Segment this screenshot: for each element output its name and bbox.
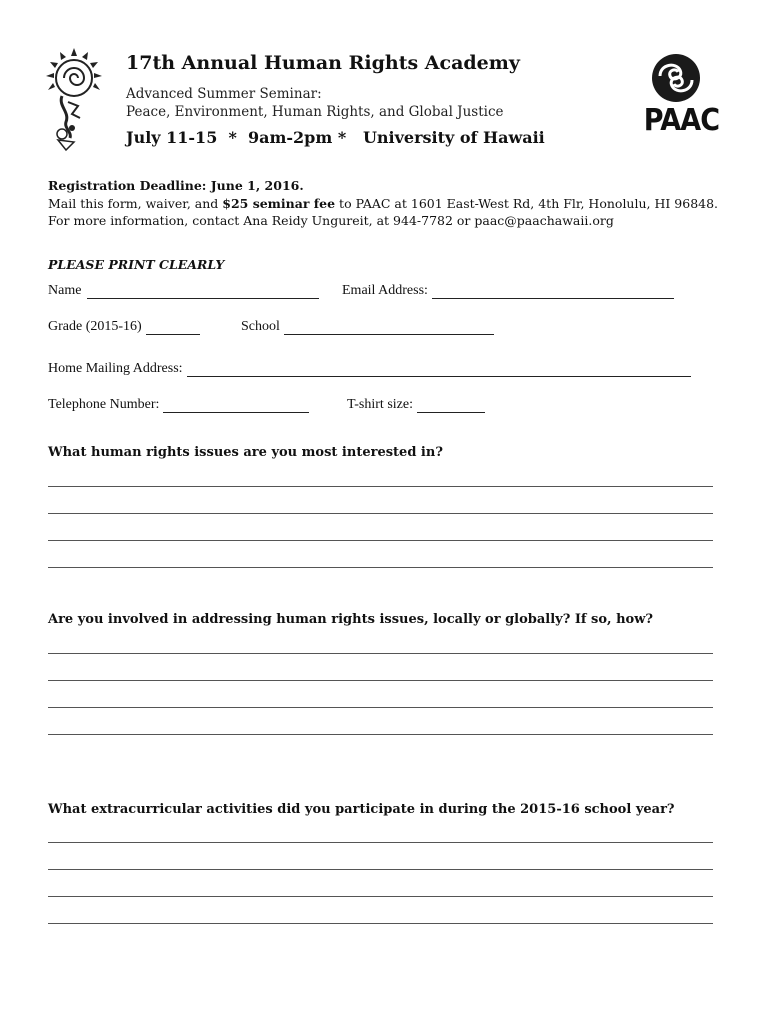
subtitle-line-1: Advanced Summer Seminar:	[126, 86, 322, 102]
school-blank[interactable]	[284, 320, 494, 335]
print-clearly-note: PLEASE PRINT CLEARLY	[48, 257, 225, 272]
name-blank[interactable]	[87, 284, 319, 299]
page-title: 17th Annual Human Rights Academy	[126, 52, 520, 74]
event-dateline: July 11-15 * 9am-2pm * University of Hawaii	[126, 128, 545, 147]
school-label: School	[241, 319, 280, 334]
name-label: Name	[48, 283, 82, 298]
answer-line[interactable]	[48, 567, 713, 568]
phone-field[interactable]	[48, 397, 309, 413]
answer-line[interactable]	[48, 869, 713, 870]
grade-field[interactable]	[48, 319, 200, 335]
seminar-subtitle	[126, 85, 504, 121]
answer-line[interactable]	[48, 707, 713, 708]
mailing-instructions: Mail this form, waiver, and $25 seminar fee to PAAC at 1601 East-West Rd, 4th Flr, Honolulu, HI 96848. For more information, contact Ana Reidy Ungureit, at 944-7782 or paac@paachawaii.org	[48, 196, 719, 228]
answer-line[interactable]	[48, 896, 713, 897]
subtitle-line-2: Peace, Environment, Human Rights, and Global Justice	[126, 104, 504, 120]
paac-logo-swirl	[640, 52, 716, 104]
academy-logo	[44, 46, 104, 152]
question-2: Are you involved in addressing human rights issues, locally or globally? If so, how?	[48, 612, 654, 627]
tshirt-blank[interactable]	[417, 398, 485, 413]
paac-logo-text: PAAC	[643, 103, 720, 138]
paac-logo	[640, 52, 720, 142]
address-blank[interactable]	[187, 362, 691, 377]
phone-blank[interactable]	[163, 398, 309, 413]
answer-line[interactable]	[48, 734, 713, 735]
answer-line[interactable]	[48, 540, 713, 541]
answer-line[interactable]	[48, 513, 713, 514]
name-field[interactable]	[48, 283, 319, 299]
phone-label: Telephone Number:	[48, 397, 160, 412]
question-3: What extracurricular activities did you participate in during the 2015-16 school year?	[48, 802, 675, 817]
email-blank[interactable]	[432, 284, 674, 299]
answer-line[interactable]	[48, 653, 713, 654]
tshirt-label: T-shirt size:	[347, 397, 413, 412]
answer-line[interactable]	[48, 923, 713, 924]
email-label: Email Address:	[342, 283, 428, 298]
address-label: Home Mailing Address:	[48, 361, 183, 376]
seminar-fee: $25 seminar fee	[222, 196, 336, 211]
answer-line[interactable]	[48, 842, 713, 843]
registration-deadline: Registration Deadline: June 1, 2016.	[48, 178, 304, 193]
grade-blank[interactable]	[146, 320, 200, 335]
tshirt-field[interactable]	[347, 397, 485, 413]
email-field[interactable]	[342, 283, 674, 299]
address-field[interactable]	[48, 361, 691, 377]
grade-label: Grade (2015-16)	[48, 319, 142, 334]
school-field[interactable]	[241, 319, 494, 335]
question-1: What human rights issues are you most interested in?	[48, 445, 443, 460]
answer-line[interactable]	[48, 680, 713, 681]
answer-line[interactable]	[48, 486, 713, 487]
